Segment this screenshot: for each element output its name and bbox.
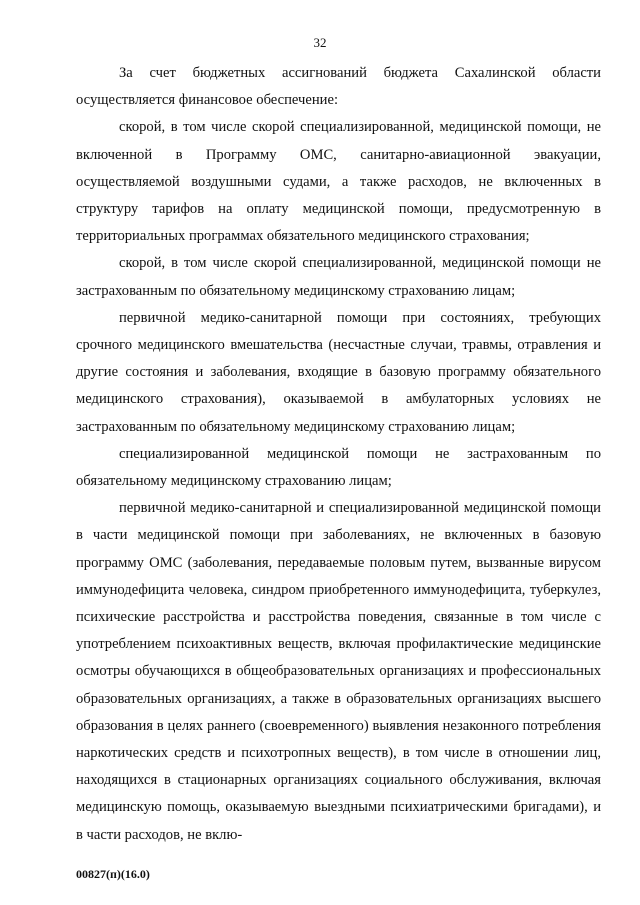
paragraph-primary-care-urgent: первичной медико-санитарной помощи при состояниях, требующих срочного медицинского вмешательства (несчастные случаи, травмы, отравления и другие состояния и заболевания, входящие в базовую программу обязательного медицинского страхования), оказываемой в амбулаторных условиях не застрахованным по обязательному медицинскому страхованию лицам; <box>76 309 601 435</box>
page-number: 32 <box>313 35 327 50</box>
paragraph-primary-specialized-care: первичной медико-санитарной и специализированной медицинской помощи в части медицинской помощи при заболеваниях, не включенных в базовую программу ОМС (заболевания, передаваемые половым путем, вызванные вирусом иммунодефицита человека, синдром приобретенного иммунодефицита, туберкулез, психические расстройства и расстройства поведения, связанные в том числе с употреблением психоактивных веществ, включая профилактические медицинские осмотры обучающихся в общеобразовательных организациях и профессиональных образовательных организациях, а также в образовательных организациях высшего образования в целях раннего (своевременного) выявления незаконного потребления наркотических средств и психотропных веществ), в том числе в отношении лиц, находящихся в стационарных организациях социального обслуживания, включая медицинскую помощь, оказываемую выездными психиатрическими бригадами), и в части расходов, не вклю- <box>76 500 601 843</box>
document-body <box>76 60 601 849</box>
paragraph-ambulance-uninsured: скорой, в том числе скорой специализированной, медицинской помощи не застрахованным по обязательному медицинскому страхованию лицам; <box>76 255 601 299</box>
document-code: 00827(п)(16.0) <box>76 867 150 881</box>
paragraph-specialized-care-uninsured: специализированной медицинской помощи не застрахованным по обязательному медицинскому страхованию лицам; <box>76 445 601 490</box>
paragraph-ambulance-not-in-program: скорой, в том числе скорой специализированной, медицинской помощи, не включенной в Программу ОМС, санитарно-авиационной эвакуации, осуществляемой воздушными судами, а также расходов, не включенных в структуру тарифов на оплату медицинской помощи, предусмотренную в территориальных программах обязательного медицинского страхования; <box>76 119 601 245</box>
paragraph-intro: За счет бюджетных ассигнований бюджета Сахалинской области осуществляется финансовое обеспечение: <box>76 65 601 109</box>
